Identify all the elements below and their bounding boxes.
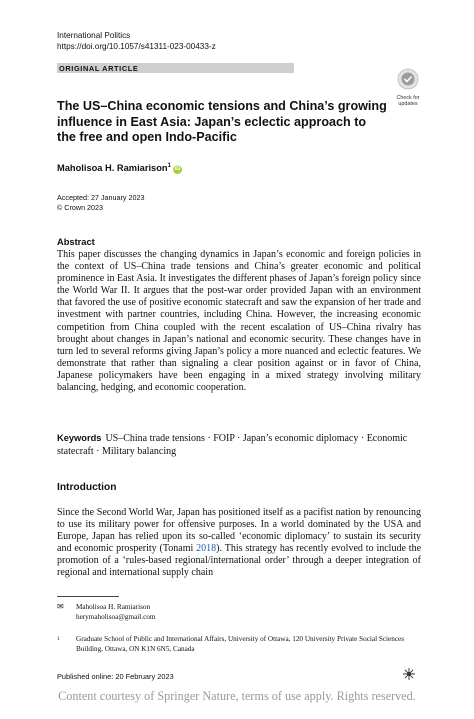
corresponding-author (57, 602, 155, 622)
introduction-text (57, 507, 421, 580)
keywords-heading: Keywords (57, 433, 102, 443)
crossmark-badge[interactable] (390, 68, 426, 107)
article-type-label: ORIGINAL ARTICLE (59, 63, 139, 73)
journal-name: International Politics (57, 31, 131, 40)
copyright: © Crown 2023 (57, 203, 104, 212)
crossmark-text-2: updates (398, 101, 418, 107)
abstract-text: This paper discusses the changing dynamics in Japan’s economic and foreign policies in the context of US–China trade tensions and China’s greater economic and political prominence in East Asia. It investigates the different phases of Japan’s foreign policy since the World War II. It argues that the post-war order provided Japan with an environment that favored the use of positive economic statecraft and saw the expansion of her trade and investment with partner countries, including China. However, the increasing economic competition from China coupled with the recent escalation of US–China rivalry has brought about changes in Japan’s national and economic security. These changes have in turn led to several reforms giving Japan’s policy a more nuanced and eclectic features. We demonstrate that rather than signaling a clear position against or in favor of China, Japanese policymakers have been engaging in a mixed strategy involving military balancing, hedging, and economic cooperation. (57, 249, 421, 394)
correspondence-name: Maholisoa H. Ramiarison (76, 603, 151, 611)
intro-text-part-1: Since the Second World War, Japan has positioned itself as a pacifist nation by renouncing to use its military power for offensive purposes. In a world dominated by the USA and Europe, Japan has relied upon its so-called ‘economic diplomacy’ to sustain its security and economic prosperity (Tonami (57, 507, 421, 555)
orcid-icon[interactable]: iD (174, 166, 181, 173)
affiliation-text: Graduate School of Public and International Affairs, University of Ottawa, 120 University Private Social Sciences Building, Ottawa, ON K1N 6N5, Canada (76, 635, 405, 653)
crossmark-text-1: Check for (396, 95, 420, 101)
article-title: The US–China economic tensions and China’s growing influence in East Asia: Japan’s eclectic approach to the free and open Indo‑Pacific (57, 99, 387, 144)
author-affiliation-sup: 1 (167, 163, 171, 169)
affiliation-number: 1 (57, 636, 60, 642)
doi-link[interactable]: https://doi.org/10.1057/s41311-023-00433-z (57, 42, 216, 51)
keywords (57, 432, 421, 458)
introduction-heading: Introduction (57, 482, 117, 493)
citation-link[interactable]: 2018 (196, 543, 217, 555)
author-name[interactable]: Maholisoa H. Ramiarison (57, 163, 168, 174)
abstract-heading: Abstract (57, 237, 95, 247)
author-line (57, 163, 182, 174)
springer-horse-icon (402, 667, 416, 681)
article-dates (57, 193, 145, 213)
crossmark-icon (397, 68, 419, 90)
intro-text-part-2: ). This strategy has recently evolved to include the promotion of a ‘rules-based regional/international order’ through a deeper integration of regional and international supply chain (57, 543, 422, 579)
accepted-date: Accepted: 27 January 2023 (57, 193, 145, 202)
envelope-icon: ✉ (57, 602, 64, 611)
courtesy-notice: Content courtesy of Springer Nature, terms of use apply. Rights reserved. (58, 689, 416, 703)
keywords-text: US–China trade tensions · FOIP · Japan’s economic diplomacy · Economic statecraft · Military balancing (57, 433, 408, 457)
footnote-divider (57, 596, 119, 597)
affiliation-footnote (57, 635, 427, 654)
correspondence-email[interactable]: herymaholisoa@gmail.com (76, 612, 156, 621)
published-date: Published online: 20 February 2023 (57, 672, 174, 681)
journal-header (57, 30, 216, 52)
